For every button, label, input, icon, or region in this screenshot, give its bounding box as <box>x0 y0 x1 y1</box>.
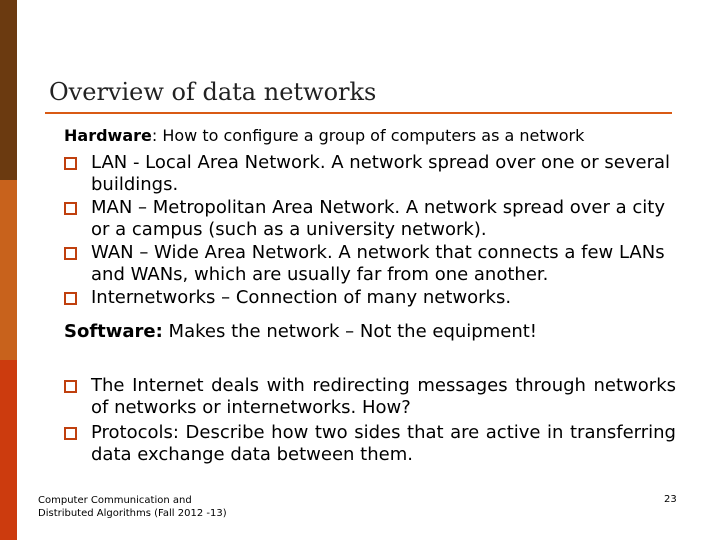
bullet-box-icon <box>64 292 77 305</box>
left-stripe-middle <box>0 180 17 360</box>
internet-list <box>64 375 676 469</box>
bullet-text: Internetworks – Connection of many networks. <box>91 287 512 308</box>
bullet-text: WAN – Wide Area Network. A network that connects a few LANs and WANs, which are usually far from one another. <box>91 242 665 285</box>
title-divider <box>45 112 672 114</box>
bullet-box-icon <box>64 427 77 440</box>
software-label: Software: <box>64 321 163 342</box>
list-item <box>64 375 676 419</box>
left-stripe-bottom <box>0 360 17 540</box>
page-number: 23 <box>664 494 677 505</box>
bullet-box-icon <box>64 202 77 215</box>
bullet-box-icon <box>64 157 77 170</box>
bullet-box-icon <box>64 247 77 260</box>
list-item <box>64 197 676 241</box>
bullet-text: The Internet deals with redirecting messages through networks of networks or internetworks. How? <box>91 375 676 418</box>
list-item <box>64 422 676 466</box>
software-line <box>64 321 537 342</box>
bullet-text: Protocols: Describe how two sides that are active in transferring data exchange data between them. <box>91 422 676 465</box>
left-stripe-top <box>0 0 17 180</box>
bullet-text: LAN - Local Area Network. A network spread over one or several buildings. <box>91 152 671 195</box>
list-item <box>64 242 676 286</box>
hardware-line <box>64 126 584 145</box>
hardware-label: Hardware <box>64 126 152 145</box>
list-item <box>64 152 676 196</box>
slide-footer: Computer Communication and Distributed Algorithms (Fall 2012 -13) <box>38 495 227 519</box>
network-types-list <box>64 152 676 310</box>
software-text: Makes the network – Not the equipment! <box>162 321 538 342</box>
bullet-box-icon <box>64 380 77 393</box>
slide-title: Overview of data networks <box>49 78 377 106</box>
list-item <box>64 287 676 309</box>
bullet-text: MAN – Metropolitan Area Network. A network spread over a city or a campus (such as a university network). <box>91 197 665 240</box>
hardware-text: : How to configure a group of computers as a network <box>151 126 585 145</box>
